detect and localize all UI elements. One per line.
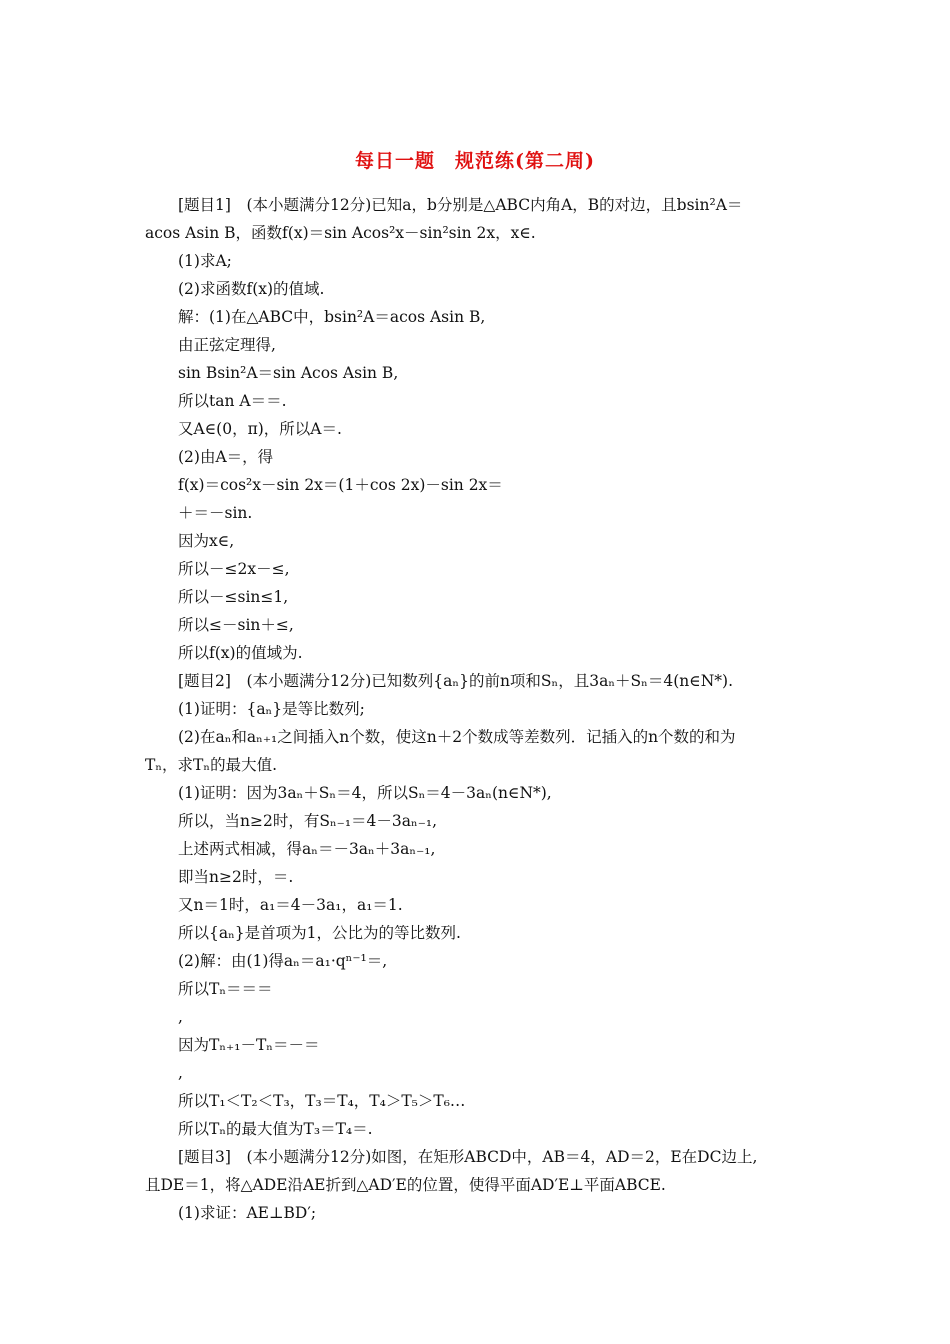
text-line: (1)求A; (178, 252, 232, 270)
text-line: (2)由A＝，得 (178, 448, 274, 466)
text-line: sin Bsin²A＝sin Acos Asin B, (178, 364, 399, 382)
page-title: 每日一题 规范练(第二周) (355, 150, 595, 172)
text-line: 所以－≤2x－≤, (178, 560, 290, 578)
text-line: ＋＝－sin. (178, 504, 253, 522)
problem-3-heading: [题目3] (本小题满分12分)如图，在矩形ABCD中，AB＝4，AD＝2，E在DC边上, (178, 1148, 758, 1166)
text-line: 所以{aₙ}是首项为1，公比为的等比数列. (178, 924, 461, 942)
text-line: (1)求证：AE⊥BD′; (178, 1204, 317, 1222)
text-line: 解：(1)在△ABC中，bsin²A＝acos Asin B, (178, 308, 486, 326)
text-line: 且DE＝1，将△ADE沿AE折到△AD′E的位置，使得平面AD′E⊥平面ABCE. (145, 1176, 666, 1194)
text-line: 由正弦定理得, (178, 336, 276, 354)
text-line: 又n＝1时，a₁＝4－3a₁，a₁＝1. (178, 896, 403, 914)
text-line: (1)证明：因为3aₙ＋Sₙ＝4，所以Sₙ＝4－3aₙ(n∈N*), (178, 784, 552, 802)
text-line: 所以，当n≥2时，有Sₙ₋₁＝4－3aₙ₋₁, (178, 812, 438, 830)
problem-2-heading: [题目2] (本小题满分12分)已知数列{aₙ}的前n项和Sₙ，且3aₙ＋Sₙ＝4(n∈N*). (178, 672, 734, 690)
text-line: 因为Tₙ₊₁－Tₙ＝－＝ (178, 1036, 320, 1054)
text-line: f(x)＝cos²x－sin 2x＝(1＋cos 2x)－sin 2x＝ (178, 476, 503, 494)
text-line: 所以－≤sin≤1, (178, 588, 289, 606)
text-line: (1)证明：{aₙ}是等比数列; (178, 700, 365, 718)
text-line: 所以Tₙ＝＝＝ (178, 980, 273, 998)
text-line: acos Asin B，函数f(x)＝sin Acos²x－sin²sin 2x，x∈. (145, 224, 536, 242)
text-line: (2)解：由(1)得aₙ＝a₁·qⁿ⁻¹＝, (178, 952, 388, 970)
text-line: 所以≤－sin＋≤, (178, 616, 294, 634)
text-line: 因为x∈, (178, 532, 235, 550)
text-line: , (178, 1008, 183, 1026)
text-line: 所以T₁＜T₂＜T₃，T₃＝T₄，T₄＞T₅＞T₆… (178, 1092, 466, 1110)
text-line: (2)求函数f(x)的值域. (178, 280, 325, 298)
text-line: 又A∈(0，π)，所以A＝. (178, 420, 342, 438)
text-line: 上述两式相减，得aₙ＝－3aₙ＋3aₙ₋₁, (178, 840, 436, 858)
text-line: 即当n≥2时，＝. (178, 868, 294, 886)
text-line: 所以Tₙ的最大值为T₃＝T₄＝. (178, 1120, 373, 1138)
text-line: Tₙ，求Tₙ的最大值. (145, 756, 278, 774)
text-line: , (178, 1064, 183, 1082)
problem-1-heading: [题目1] (本小题满分12分)已知a，b分别是△ABC内角A，B的对边，且bsin²A＝ (178, 196, 743, 214)
text-line: (2)在aₙ和aₙ₊₁之间插入n个数，使这n＋2个数成等差数列．记插入的n个数的和为 (178, 728, 736, 746)
text-line: 所以f(x)的值域为. (178, 644, 303, 662)
text-line: 所以tan A＝＝. (178, 392, 287, 410)
